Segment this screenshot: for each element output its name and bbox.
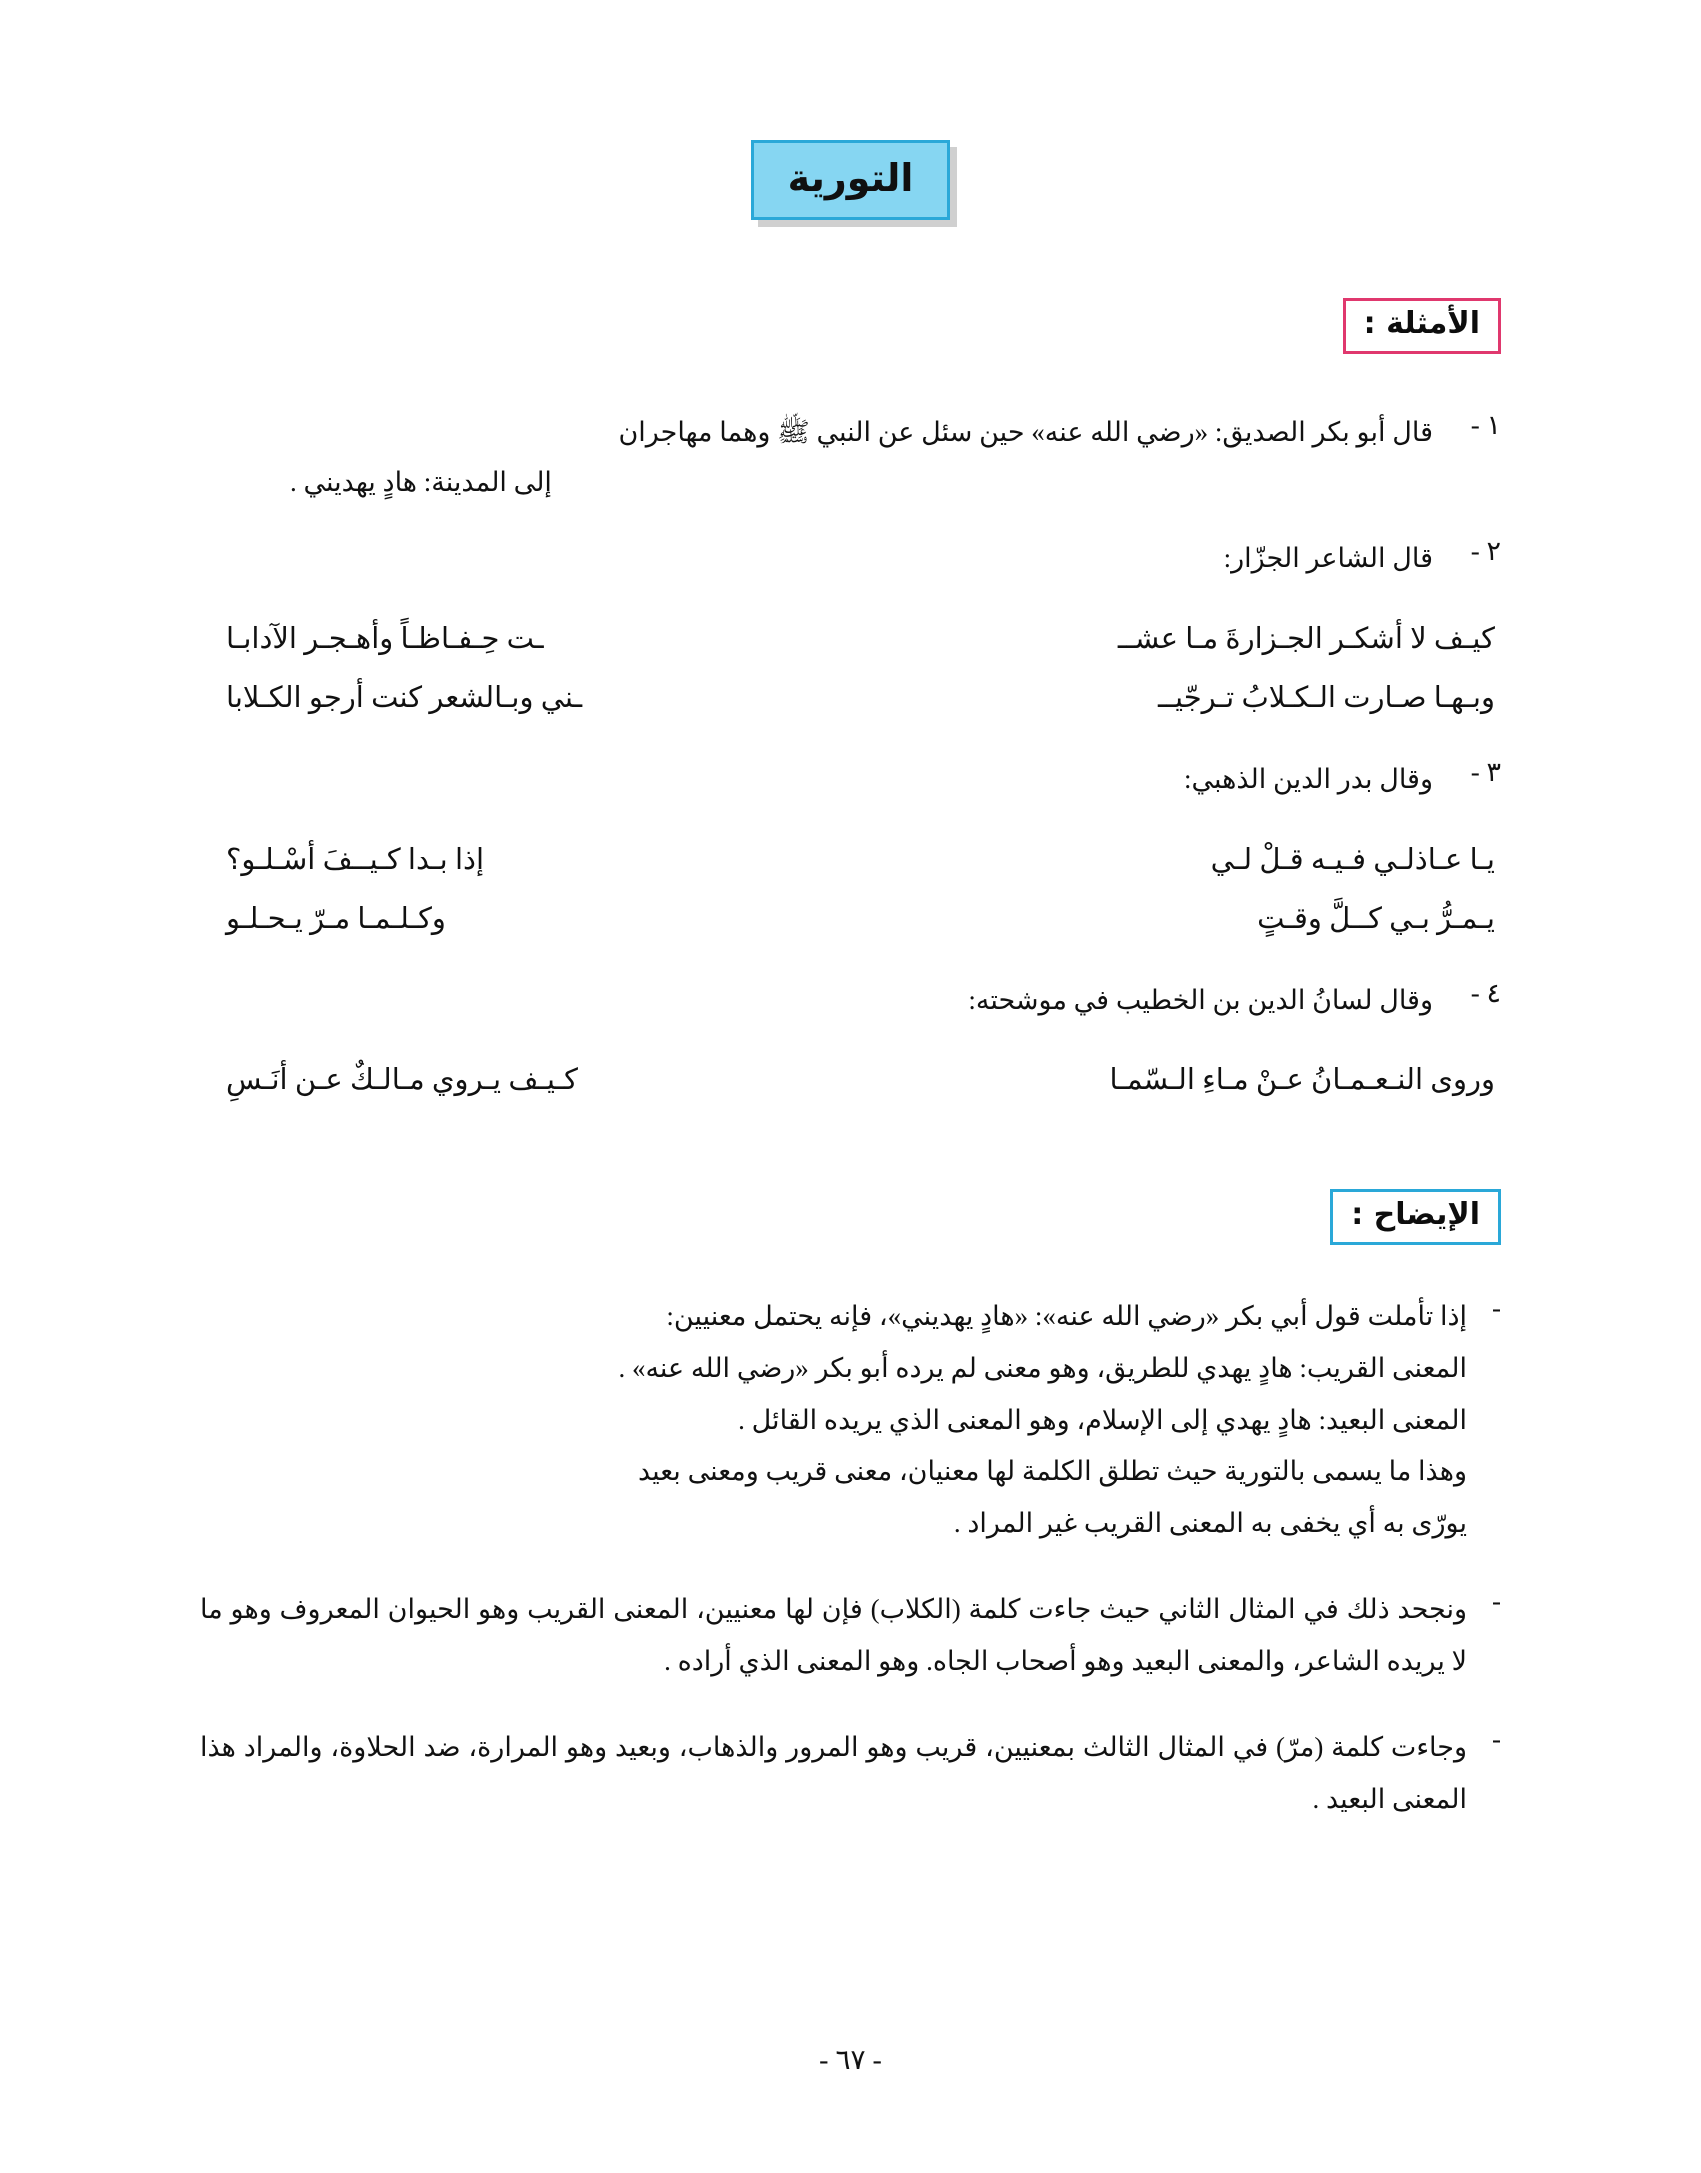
verse-hemistich-first: يـا عـاذلـي فـيـه قـلْ لـي: [1210, 843, 1495, 876]
page-number: - ٦٧ -: [819, 2045, 882, 2076]
list-item: [200, 408, 1501, 508]
example-line: إلى المدينة: هادٍ يهديني .: [290, 466, 552, 497]
examples-heading: الأمثلة :: [1343, 298, 1501, 354]
verse-hemistich-second: كـيـف يـروي مـالـكٌ عـن أنَـسِ: [226, 1064, 578, 1097]
examples-heading-container: [200, 298, 1501, 354]
example-line: وقال بدر الدين الذهبي:: [1183, 763, 1433, 794]
example-line: وقال لسانُ الدين بن الخطيب في موشحته:: [968, 984, 1433, 1015]
list-item: [200, 976, 1501, 1026]
verse-hemistich-first: وبـهـا صـارت الـكـلابُ تـرجّيــ: [1157, 682, 1495, 715]
explanation-line: وهذا ما يسمى بالتورية حيث تطلق الكلمة لها معنيان، معنى قريب ومعنى بعيد: [637, 1456, 1467, 1487]
verse-block: [200, 831, 1501, 950]
explanation-list: [200, 1291, 1501, 1825]
list-item: [200, 534, 1501, 584]
verse-hemistich-second: وكـلـمـا مـرّ يـحـلـو: [226, 903, 446, 936]
list-item-dash: -: [1492, 1723, 1501, 1754]
list-item: [200, 755, 1501, 805]
list-item-text: [200, 1291, 1467, 1550]
explanation-line: المعنى القريب: هادٍ يهدي للطريق، وهو معنى لم يرده أبو بكر «رضي الله عنه» .: [618, 1352, 1467, 1383]
verse-hemistich-second: إذا بـدا كـيــفَ أسْـلـو؟: [226, 843, 485, 876]
list-item: [200, 1291, 1501, 1550]
verse-hemistich-second: ـني وبـالشعر كنت أرجو الكـلابا: [226, 682, 583, 715]
list-item-number: ١ -: [1470, 410, 1501, 440]
list-item-text: [200, 755, 1433, 805]
verse-line: [200, 890, 1501, 949]
verse-hemistich-first: كيـف لا أشكـر الجـزارةَ مـا عشــ: [1117, 622, 1495, 655]
list-item-text: [200, 1584, 1467, 1688]
verse-hemistich-second: ـت حِـفـاظـاً وأهـجـر الآدابـا: [226, 622, 544, 655]
verse-block: [200, 610, 1501, 729]
explanation-line: إذا تأملت قول أبي بكر «رضي الله عنه»: «هادٍ يهديني»، فإنه يحتمل معنيين:: [666, 1300, 1467, 1331]
explanation-heading-container: [200, 1189, 1501, 1245]
explanation-heading: الإيضاح :: [1330, 1189, 1501, 1245]
verse-line: [200, 831, 1501, 890]
explanation-line: وجاءت كلمة (مرّ) في المثال الثالث بمعنيين، قريب وهو المرور والذهاب، وبعيد وهو المرارة، ضد الحلاوة، والمراد هذا المعنى البعيد .: [200, 1731, 1467, 1814]
list-item-number: ٢ -: [1470, 535, 1501, 566]
list-item: [200, 1584, 1501, 1688]
page-title-box: [751, 140, 951, 220]
list-item-text: [200, 976, 1433, 1026]
verse-line: [200, 1051, 1501, 1110]
verse-line: [200, 669, 1501, 728]
example-line: قال الشاعر الجزّار:: [1223, 542, 1433, 573]
list-item-text: [200, 1722, 1467, 1826]
list-item-number: ٤ -: [1470, 977, 1501, 1008]
page-title: التورية: [787, 156, 914, 200]
verse-line: [200, 610, 1501, 669]
verse-block: [200, 1051, 1501, 1110]
verse-hemistich-first: وروى النـعـمـانُ عـنْ مـاءِ الـسّمـا: [1109, 1064, 1495, 1097]
verse-hemistich-first: يـمـرُّ بـي كــلَّ وقـتٍ: [1257, 903, 1495, 936]
list-item-number: ٣ -: [1470, 756, 1501, 787]
explanation-line: المعنى البعيد: هادٍ يهدي إلى الإسلام، وهو المعنى الذي يريده القائل .: [738, 1404, 1467, 1435]
explanation-line: ونجحد ذلك في المثال الثاني حيث جاءت كلمة (الكلاب) فإن لها معنيين، المعنى القريب وهو الحيوان المعروف وهو ما لا يريده الشاعر، والمعنى البعيد وهو أصحاب الجاه. وهو المعنى الذي أراده .: [200, 1594, 1467, 1676]
explanation-line: يورّى به أي يخفى به المعنى القريب غير المراد .: [953, 1508, 1467, 1539]
list-item-text: [200, 534, 1433, 584]
list-item-text: [200, 408, 1433, 508]
list-item: [200, 1722, 1501, 1826]
examples-list: [200, 408, 1501, 1111]
list-item-dash: -: [1492, 1586, 1501, 1617]
page-title-container: [200, 0, 1501, 220]
list-item-dash: -: [1492, 1292, 1501, 1323]
example-line: قال أبو بكر الصديق: «رضي الله عنه» حين سئل عن النبي ﷺ وهما مهاجران: [618, 417, 1433, 447]
